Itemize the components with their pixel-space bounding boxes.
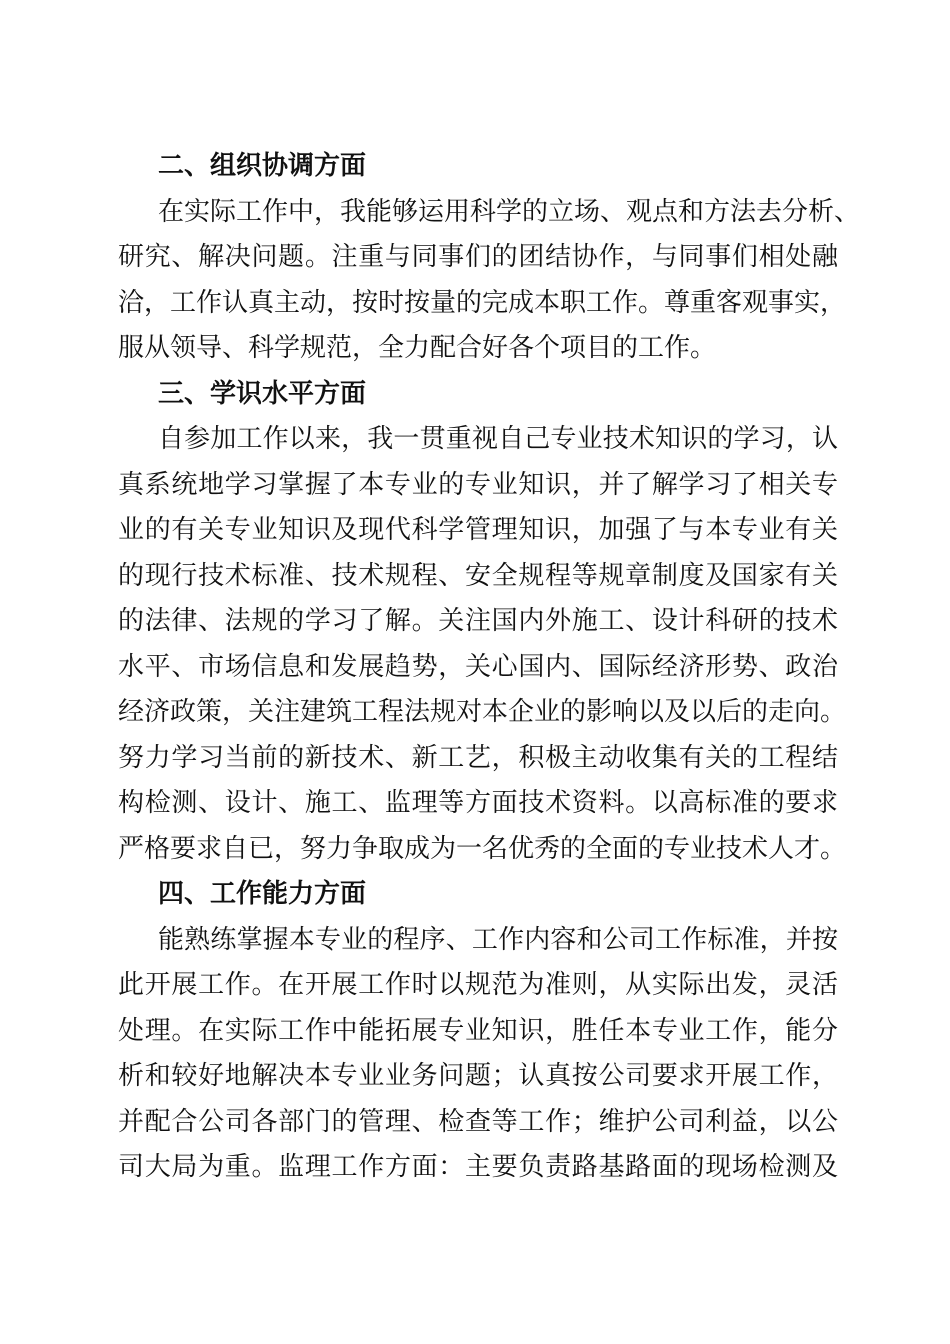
paragraph-line: 业的有关专业知识及现代科学管理知识，加强了与本专业有关 [118, 515, 838, 545]
paragraph-line: 能熟练掌握本专业的程序、工作内容和公司工作标准，并按 [158, 924, 838, 955]
section-academic-level [118, 372, 847, 873]
paragraph-line: 洽，工作认真主动，按时按量的完成本职工作。尊重客观事实， [118, 287, 847, 318]
paragraph-line: 构检测、设计、施工、监理等方面技术资料。以高标准的要求 [118, 788, 838, 818]
paragraph-line: 研究、解决问题。注重与同事们的团结协作，与同事们相处融 [118, 242, 838, 272]
paragraph-line: 经济政策，关注建筑工程法规对本企业的影响以及以后的走向。 [118, 697, 847, 727]
paragraph-line: 的现行技术标准、技术规程、安全规程等规章制度及国家有关 [118, 560, 838, 591]
paragraph-line: 并配合公司各部门的管理、检查等工作；维护公司利益，以公 [118, 1106, 838, 1137]
section-heading: 二、组织协调方面 [158, 151, 367, 181]
section-heading: 四、工作能力方面 [158, 879, 367, 909]
paragraph-line: 努力学习当前的新技术、新工艺，积极主动收集有关的工程结 [118, 742, 838, 773]
paragraph-line: 严格要求自已，努力争取成为一名优秀的全面的专业技术人才。 [118, 833, 847, 864]
section-paragraph [118, 918, 838, 1191]
paragraph-line: 析和较好地解决本专业业务问题；认真按公司要求开展工作， [118, 1061, 838, 1091]
section-heading: 三、学识水平方面 [158, 378, 367, 409]
paragraph-line: 的法律、法规的学习了解。关注国内外施工、设计科研的技术 [118, 606, 838, 636]
paragraph-line: 真系统地学习掌握了本专业的专业知识，并了解学习了相关专 [118, 469, 838, 500]
paragraph-line: 水平、市场信息和发展趋势，关心国内、国际经济形势、政治 [118, 651, 838, 682]
paragraph-line: 此开展工作。在开展工作时以规范为准则，从实际出发，灵活 [118, 970, 838, 1000]
section-paragraph [118, 417, 847, 872]
section-work-ability [118, 872, 838, 1191]
paragraph-line: 司大局为重。监理工作方面：主要负责路基路面的现场检测及 [118, 1152, 838, 1182]
paragraph-line: 处理。在实际工作中能拓展专业知识，胜任本专业工作，能分 [118, 1015, 838, 1046]
document-body [118, 144, 861, 1191]
paragraph-line: 在实际工作中，我能够运用科学的立场、观点和方法去分析、 [158, 196, 861, 227]
section-organization-coordination [118, 144, 861, 372]
paragraph-line: 自参加工作以来，我一贯重视自己专业技术知识的学习，认 [158, 424, 838, 454]
section-paragraph [118, 190, 861, 372]
paragraph-line: 服从领导、科学规范，全力配合好各个项目的工作。 [118, 333, 717, 363]
